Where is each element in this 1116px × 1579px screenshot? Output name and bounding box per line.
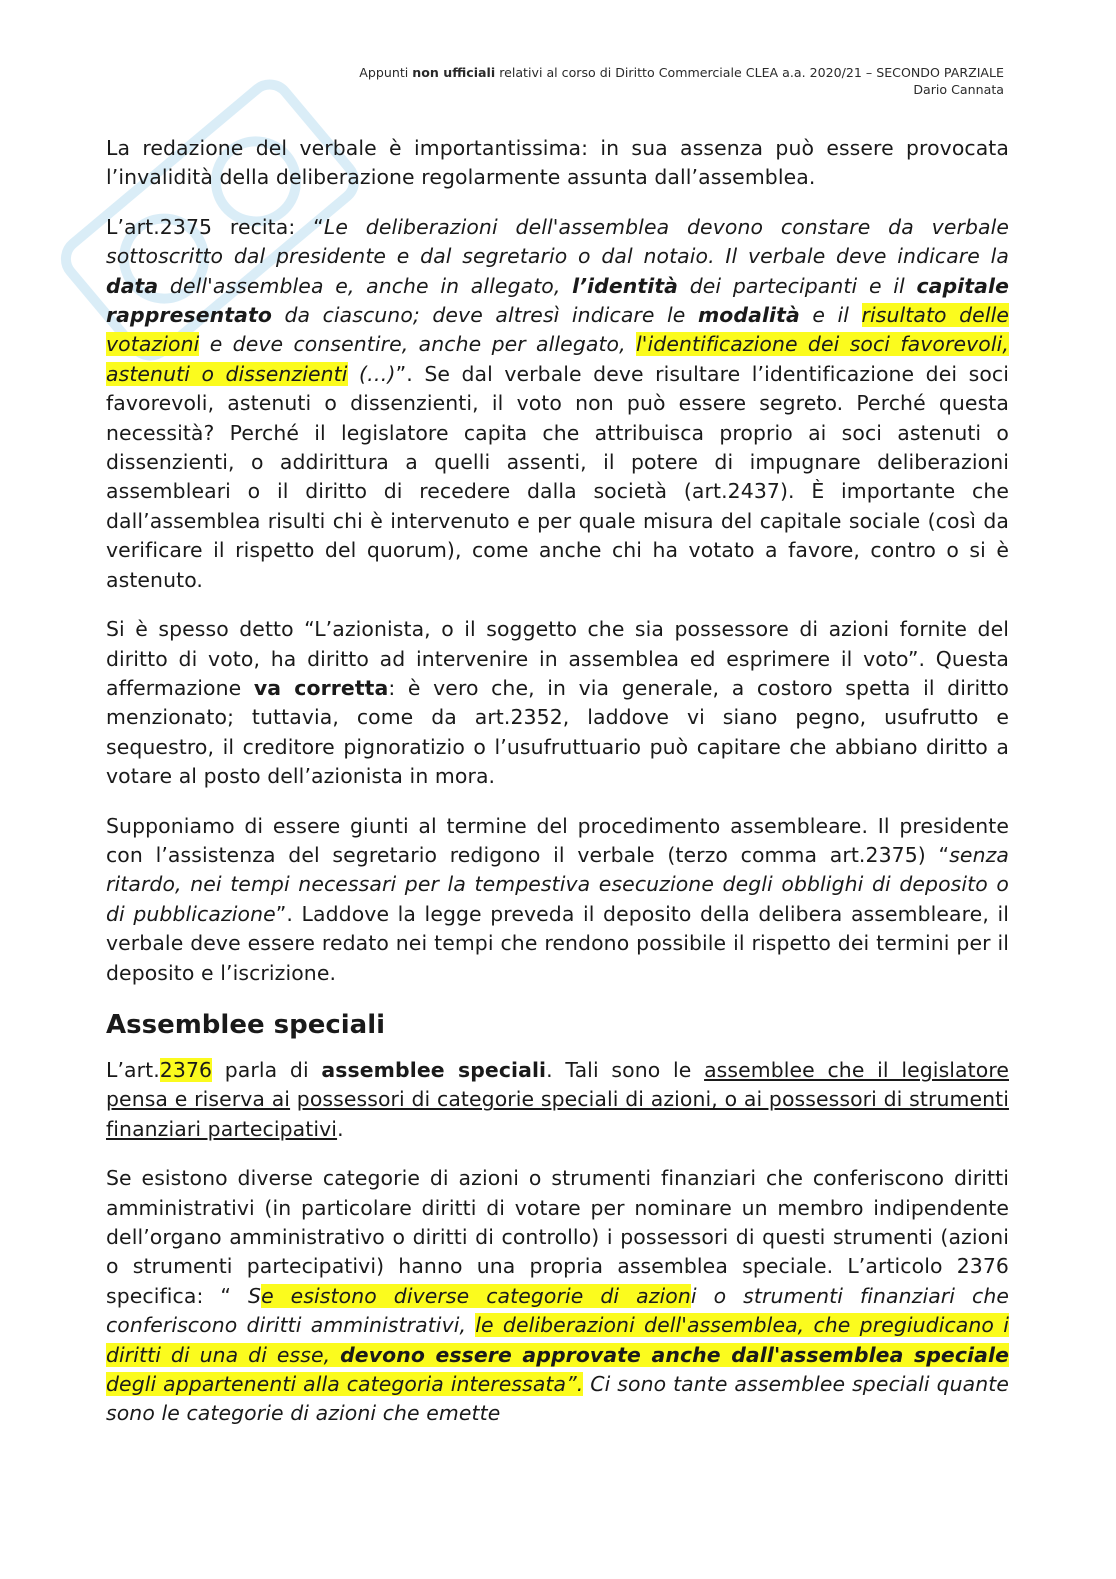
paragraph-procedimento: Supponiamo di essere giunti al termine del procedimento assembleare. Il presidente con l’assistenza del segretario redigono il verbale (terzo comma art.2375) “senza ritardo, nei tempi necessari per la tempestiva esecuzione degli obblighi di deposito o di pubblicazione”. Laddove la legge preveda il deposito della delibera assembleare, il verbale deve essere redato nei tempi che rendono possibile il rispetto dei termini per il deposito e l’iscrizione.: [106, 813, 1009, 985]
paragraph-verbale: La redazione del verbale è importantissima: in sua assenza può essere provocata l’invalidità della deliberazione regolarmente assunta dall’assemblea.: [106, 136, 1009, 190]
header-author: Dario Cannata: [913, 82, 1004, 97]
paragraph-azionista: Si è spesso detto “L’azionista, o il soggetto che sia possessore di azioni fornite del diritto di voto, ha diritto ad intervenire in assemblea ed esprimere il voto”. Questa affermazione va corretta: è vero che, in via generale, a costoro spetta il diritto menzionato; tuttavia, come da art.2352, laddove vi siano pegno, usufrutto e sequestro, il creditore pignoratizio o l’usufruttuario può capitare che abbiano diritto a votare al posto dell’azionista in mora.: [106, 617, 1009, 789]
paragraph-categorie: Se esistono diverse categorie di azioni o strumenti finanziari che conferiscono diritti amministrativi (in particolare diritti di votare per nominare un membro indipendente dell’organo amministrativo o diritti di controllo) i possessori di questi strumenti (azioni o strumenti partecipativi) hanno una propria assemblea speciale. L’articolo 2376 specifica: “ Se esistono diverse categorie di azioni o strumenti finanziari che conferiscono diritti amministrativi, le deliberazioni dell'assemblea, che pregiudicano i diritti di una di esse, devono essere approvate anche dall'assemblea speciale degli appartenenti alla categoria interessata”. Ci sono tante assemblee speciali quante sono le categorie di azioni che emette: [106, 1166, 1010, 1426]
header-course-line: Appunti non ufficiali relativi al corso di Diritto Commerciale CLEA a.a. 2020/21 – SECONDO PARZIALE: [359, 65, 1004, 80]
page-header: [359, 64, 1004, 98]
highlight-identificazione: l'identificazione dei soci favorevoli, astenuti o dissenzienti: [106, 332, 1009, 386]
paragraph-art-2376: L’art.2376 parla di assemblee speciali. Tali sono le assemblee che il legislatore pensa e riserva ai possessori di categorie speciali di azioni, o ai possessori di strumenti finanziari partecipativi.: [106, 1057, 1009, 1141]
paragraph-art-2375: L’art.2375 recita: “Le deliberazioni dell'assemblea devono constare da verbale sottoscritto dal presidente e dal segretario o dal notaio. Il verbale deve indicare la data dell'assemblea e, anche in allegato, l’identità dei partecipanti e il capitale rappresentato da ciascuno; deve altresì indicare le modalità e il risultato delle votazioni e deve consentire, anche per allegato, l'identificazione dei soci favorevoli, astenuti o dissenzienti (…)”. Se dal verbale deve risultare l’identificazione dei soci favorevoli, astenuti o dissenzienti, il voto non può essere segreto. Perché questa necessità? Perché il legislatore capita che attribuisca proprio ai soci astenuti o dissenzienti, o addirittura a quelli assenti, il potere di impugnare deliberazioni assembleari o il diritto di recedere dalla società (art.2437). È importante che dall’assemblea risulti chi è intervenuto e per quale misura del capitale sociale (così da verificare il rispetto del quorum), come anche chi ha votato a favore, contro o si è astenuto.: [106, 214, 1009, 592]
document-body: [106, 134, 1009, 1449]
highlight-risultato: risultato delle votazioni: [106, 303, 1009, 357]
section-heading: Assemblee speciali: [106, 1009, 386, 1040]
header-bold: non ufficiali: [412, 65, 496, 80]
